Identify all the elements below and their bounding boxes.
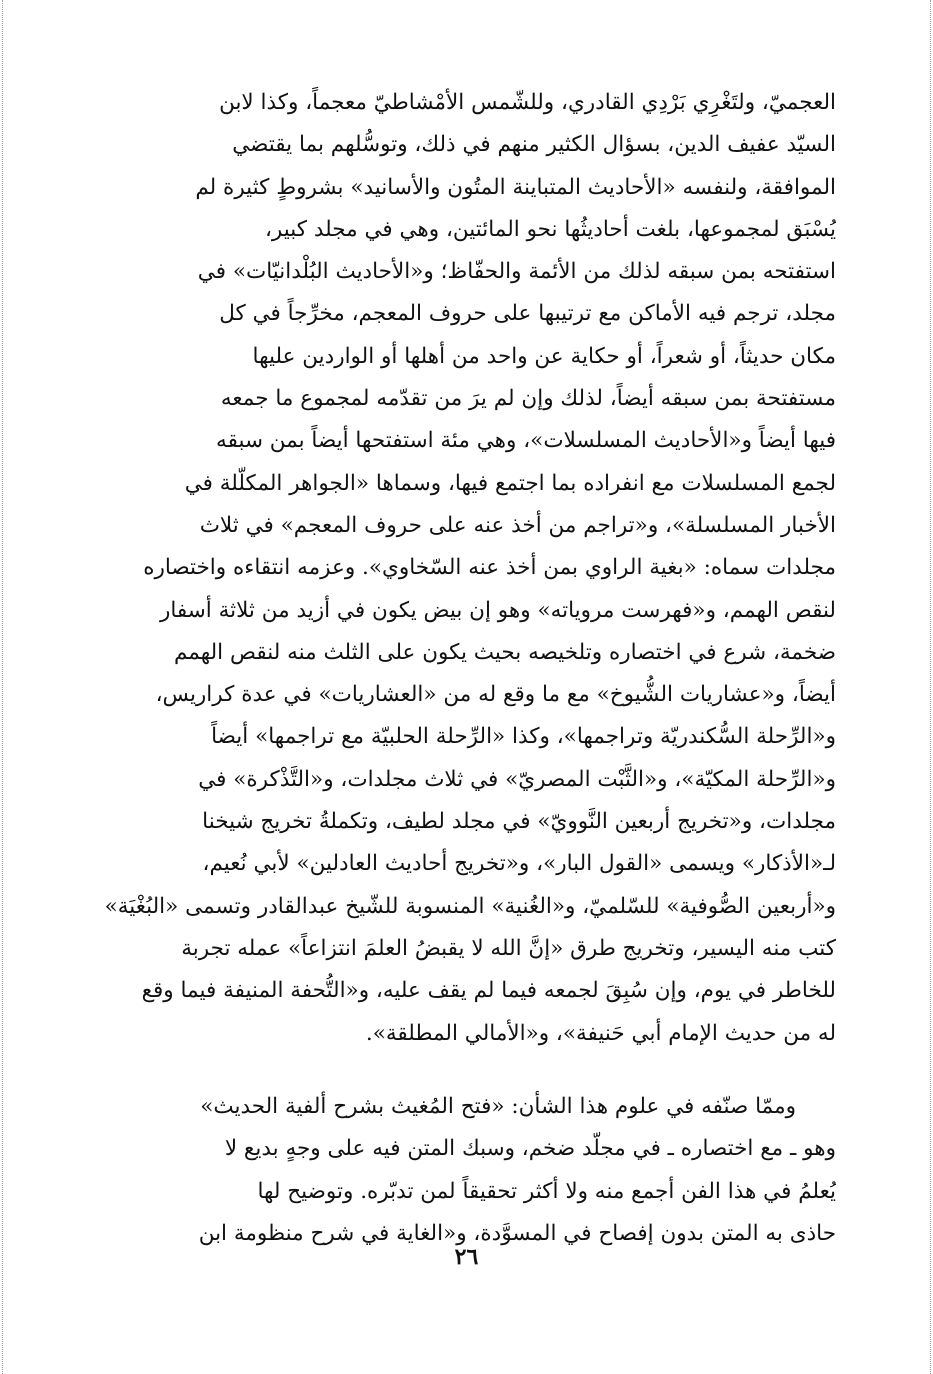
paragraph-works-list — [80, 82, 836, 1055]
text-line: أيضاً، و«عشاريات الشُّيوخ» مع ما وقع له من «العشاريات» في عدة كراريس، — [155, 682, 836, 708]
text-line: مجلدات سماه: «بغية الراوي بمن أخذ عنه السّخاوي». وعزمه انتقاءه واختصاره — [143, 555, 836, 581]
text-line: مجلدات، و«تخريج أربعين النَّوويّ» في مجلد لطيف، وتكملةُ تخريج شيخنا — [202, 809, 836, 835]
text-line: لـ«الأذكار» ويسمى «القول البار»، و«تخريج أحاديث العادلين» لأبي نُعيم، — [202, 851, 836, 877]
text-line: فيها أيضاً و«الأحاديث المسلسلات»، وهي مئة استفتحها أيضاً بمن سبقه — [216, 428, 836, 454]
text-line: كتب منه اليسير، وتخريج طرق «إنَّ الله لا يقبضُ العلمَ انتزاعاً» عمله تجربة — [181, 935, 836, 961]
text-line: مستفتحة بمن سبقه أيضاً، لذلك وإن لم يرَ من تقدّمه لمجموع ما جمعه — [220, 386, 836, 412]
text-line: و«الرِّحلة المكيّة»، و«الثَّبْت المصريّ» في ثلاث مجلدات، و«التَّذْكرة» في — [198, 766, 836, 792]
text-line: يُعلمُ في هذا الفن أجمع منه ولا أكثر تحقيقاً لمن تدبّره. وتوضيح لها — [257, 1178, 836, 1204]
text-line: مجلد، ترجم فيه الأماكن مع ترتيبها على حروف المعجم، مخرِّجاً في كل — [219, 301, 836, 327]
scan-edge-right — [930, 0, 931, 1374]
paragraph-hadith-sciences — [80, 1086, 836, 1255]
text-line: لنقص الهمم، و«فهرست مروياته» وهو إن بيض يكون في أزيد من ثلاثة أسفار — [159, 597, 836, 623]
text-line: الأخبار المسلسلة»، و«تراجم من أخذ عنه على حروف المعجم» في ثلاث — [199, 512, 836, 538]
text-line: العجميّ، ولتَغْرِي بَرْدِي القادري، وللشّمس الأمْشاطيّ معجماً، وكذا لابن — [219, 90, 836, 115]
scan-edge-left — [2, 0, 3, 1374]
text-line: و«أربعين الصُّوفية» للسّلميّ، و«الغُنية» المنسوبة للشّيخ عبدالقادر وتسمى «البُغْيَة» — [104, 893, 836, 919]
text-line: السيّد عفيف الدين، بسؤال الكثير منهم في ذلك، وتوسُّلهم بما يقتضي — [232, 132, 836, 158]
text-line: وممّا صنّفه في علوم هذا الشأن: «فتح المُغيث بشرح ألفية الحديث» — [200, 1094, 796, 1119]
text-line: و«الرِّحلة السُّكندريّة وتراجمها»، وكذا «الرِّحلة الحلبيّة مع تراجمها» أيضاً — [211, 724, 836, 750]
text-line: مكان حديثاً، أو شعراً، أو حكاية عن واحد من أهلها أو الواردين عليها — [252, 343, 836, 369]
text-line: استفتحه بمن سبقه لذلك من الأئمة والحفّاظ؛ و«الأحاديث البُلْدانيّات» في — [197, 259, 836, 285]
text-line: له من حديث الإمام أبي حَنيفة»، و«الأمالي المطلقة». — [365, 1020, 836, 1046]
page-number: ٢٦ — [454, 1244, 479, 1270]
text-line: لجمع المسلسلات مع انفراده بما اجتمع فيها، وسماها «الجواهر المكلّلة في — [184, 470, 836, 496]
text-line: وهو ـ مع اختصاره ـ في مجلّد ضخم، وسبك المتن فيه على وجهٍ بديع لا — [224, 1136, 836, 1162]
text-line: للخاطر في يوم، وإن سُبِقَ لجمعه فيما لم يقف عليه، و«التُّحفة المنيفة فيما وقع — [141, 978, 836, 1004]
text-line: يُسْبَق لمجموعها، بلغت أحاديثُها نحو المائتين، وهي في مجلد كبير، — [264, 216, 836, 242]
text-line: الموافقة، ولنفسه «الأحاديث المتباينة المتُون والأسانيد» بشروطٍ كثيرة لم — [195, 174, 836, 200]
text-line: ضخمة، شرع في اختصاره وتلخيصه بحيث يكون على الثلث منه لنقص الهمم — [173, 639, 836, 665]
text-line: حاذى به المتن بدون إفصاح في المسوَّدة، و«الغاية في شرح منظومة ابن — [198, 1220, 836, 1246]
